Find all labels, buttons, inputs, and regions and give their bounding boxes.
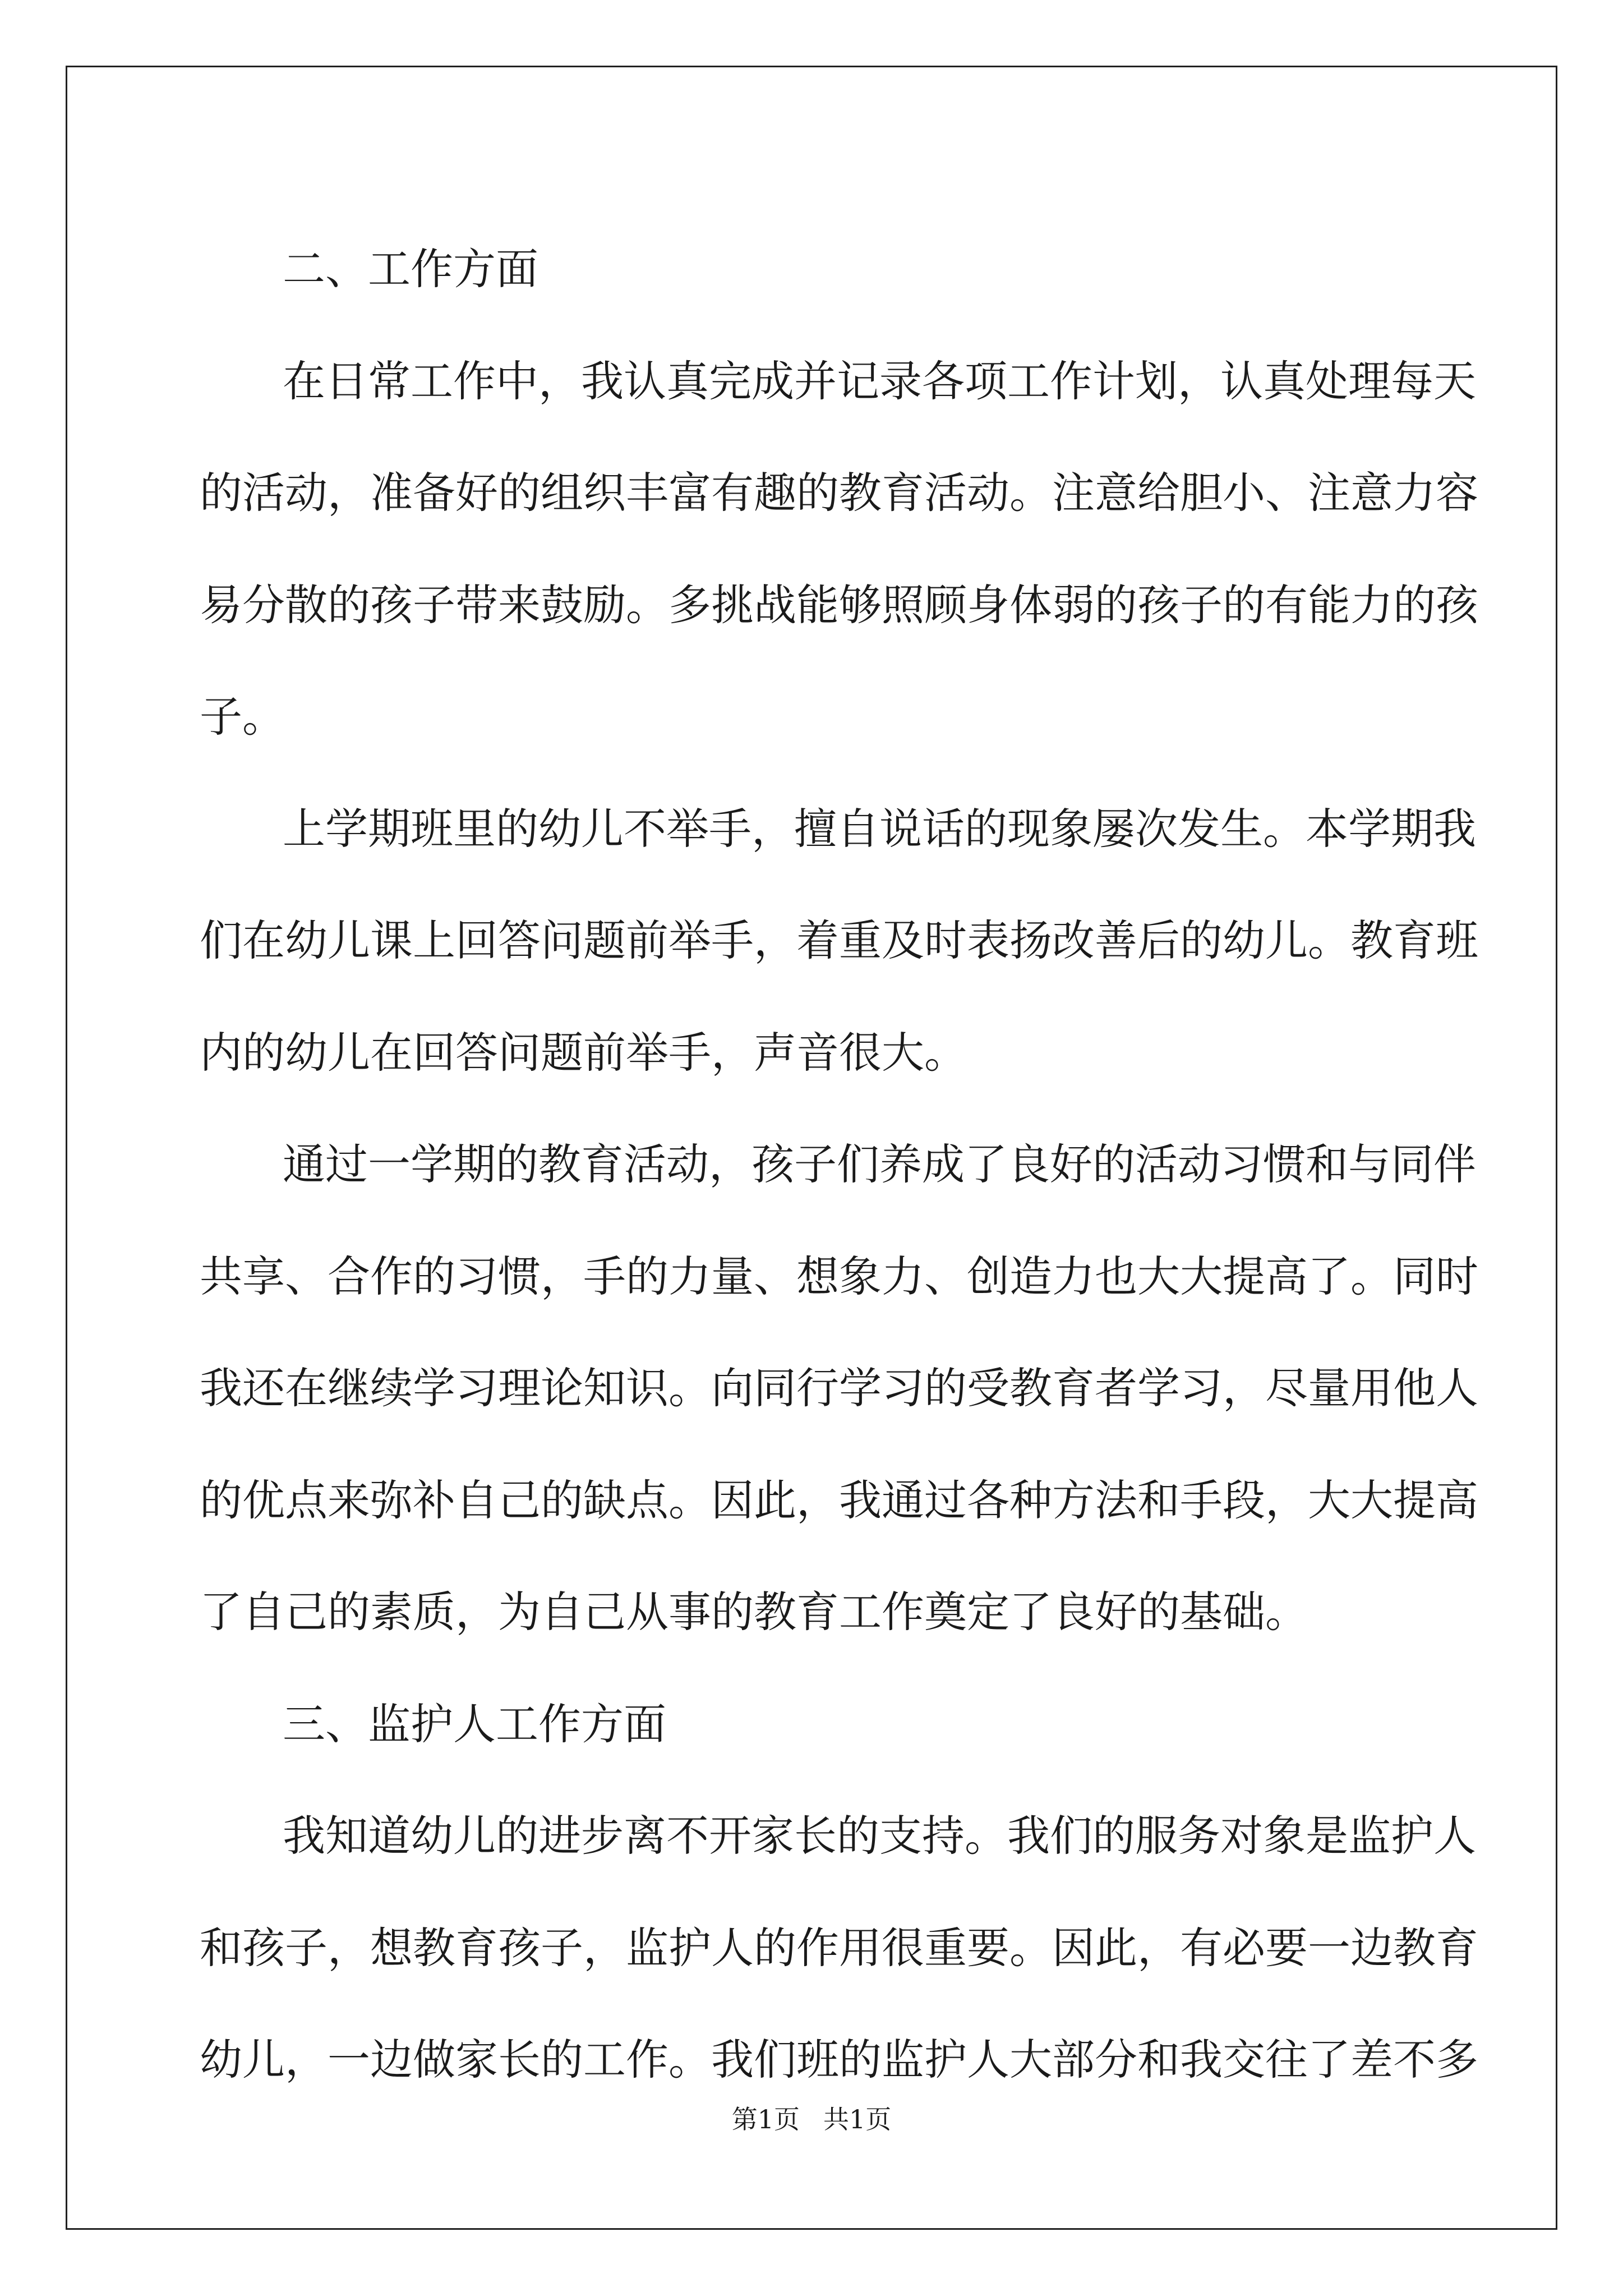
paragraph-line: 我还在继续学习理论知识。向同行学习的受教育者学习，尽量用他人 bbox=[200, 1363, 1478, 1413]
page-number-current: 第1页 bbox=[731, 2104, 800, 2134]
paragraph-line: 子。 bbox=[200, 692, 285, 742]
paragraph-line: 内的幼儿在回答问题前举手，声音很大。 bbox=[200, 1027, 967, 1078]
paragraph-line: 们在幼儿课上回答问题前举手，着重及时表扬改善后的幼儿。教育班 bbox=[200, 915, 1478, 965]
paragraph-line: 共享、合作的习惯，手的力量、想象力、创造力也大大提高了。同时 bbox=[200, 1251, 1478, 1301]
section-heading-work: 二、工作方面 bbox=[283, 244, 538, 294]
section-heading-guardian: 三、监护人工作方面 bbox=[283, 1699, 666, 1749]
paragraph-line: 的优点来弥补自己的缺点。因此，我通过各种方法和手段，大大提高 bbox=[200, 1475, 1478, 1525]
page-number-total: 共1页 bbox=[823, 2104, 892, 2134]
page-footer bbox=[0, 2102, 1623, 2136]
paragraph-line: 上学期班里的幼儿不举手，擅自说话的现象屡次发生。本学期我 bbox=[283, 803, 1476, 854]
paragraph-line: 在日常工作中，我认真完成并记录各项工作计划，认真处理每天 bbox=[283, 356, 1476, 406]
paragraph-line: 幼儿，一边做家长的工作。我们班的监护人大部分和我交往了差不多 bbox=[200, 2035, 1478, 2085]
document-body bbox=[200, 213, 1478, 2116]
paragraph-line: 和孩子，想教育孩子，监护人的作用很重要。因此，有必要一边教育 bbox=[200, 1922, 1478, 1973]
paragraph-line: 易分散的孩子带来鼓励。多挑战能够照顾身体弱的孩子的有能力的孩 bbox=[200, 579, 1478, 630]
paragraph-line: 了自己的素质，为自己从事的教育工作奠定了良好的基础。 bbox=[200, 1587, 1308, 1637]
paragraph-line: 的活动，准备好的组织丰富有趣的教育活动。注意给胆小、注意力容 bbox=[200, 468, 1478, 518]
paragraph-line: 通过一学期的教育活动，孩子们养成了良好的活动习惯和与同伴 bbox=[283, 1139, 1476, 1189]
paragraph-line: 我知道幼儿的进步离不开家长的支持。我们的服务对象是监护人 bbox=[283, 1811, 1476, 1861]
